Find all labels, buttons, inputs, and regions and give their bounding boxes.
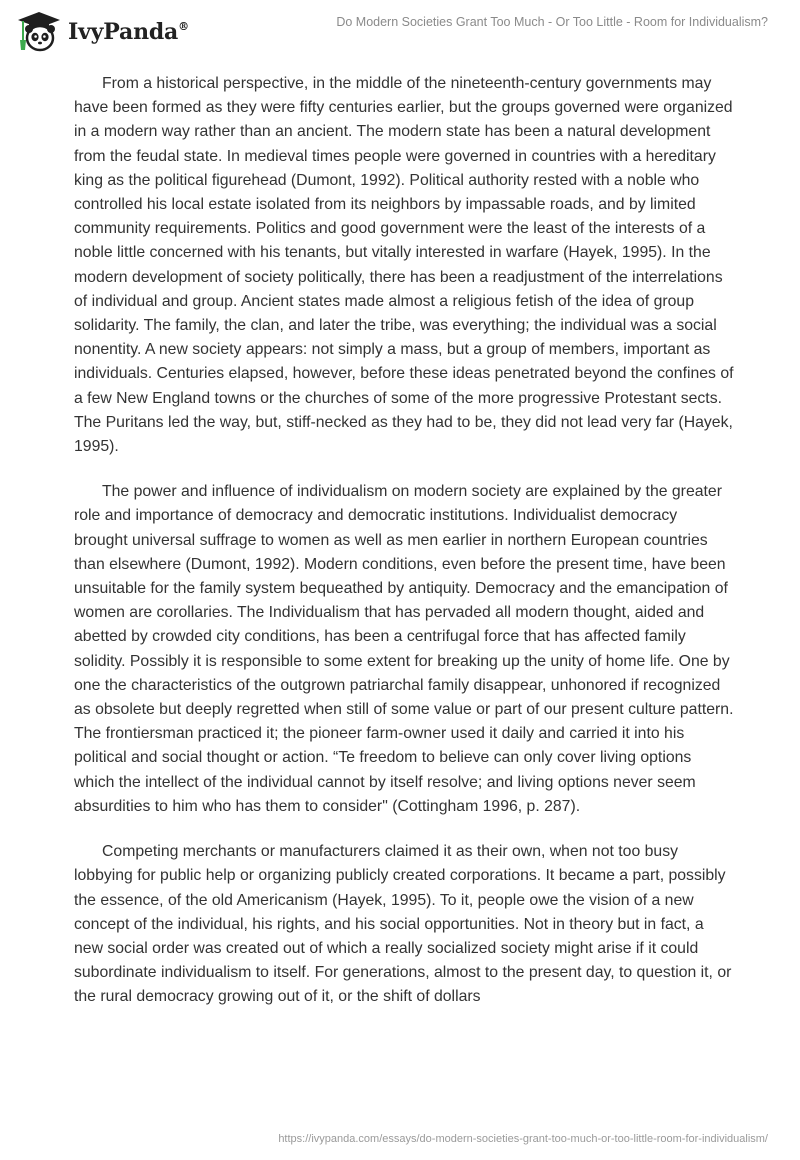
paragraph: From a historical perspective, in the middle of the nineteenth-century governments may have been formed as they were fifty centuries earlier, but the groups governed were organized in a modern way rather than an ancient. The modern state has been a natural development from the feudal state. In medieval times people were governed in countries with a hereditary king as the political figurehead (Dumont, 1992). Political authority rested with a noble who controlled his local estate isolated from its neighbors by impassable roads, and by limited community requirements. Politics and good government were the least of the interests of a noble little concerned with his tenants, but vitally interested in warfare (Hayek, 1995). In the modern development of society politically, there has been a readjustment of the interrelations of individual and group. Ancient states made almost a religious fetish of the idea of group solidarity. The family, the clan, and later the tribe, was everything; the individual was a social nonentity. A new society appears: not simply a mass, but a group of members, important as individuals. Centuries elapsed, however, before these ideas penetrated beyond the confines of a few New England towns or the churches of some of the more progressive Protestant sects. The Puritans led the way, but, stiff-necked as they had to be, they did not lead very far (Hayek, 1995).	[74, 75, 734, 456]
brand-name: IvyPanda®	[68, 19, 189, 45]
brand-logo[interactable]	[14, 10, 189, 54]
panda-graduate-icon	[14, 10, 64, 54]
paragraph: The power and influence of individualism on modern society are explained by the greater role and importance of democracy and democratic institutions. Individualist democracy brought universal suffrage to women as well as men earlier in northern European countries than elsewhere (Dumont, 1992). Modern conditions, even before the present time, have been unsuitable for the family system bequeathed by antiquity. Democracy and the emancipation of women are corollaries. The Individualism that has pervaded all modern thought, aided and abetted by crowded city conditions, has been a centrifugal force that has affected family solidity. Possibly it is responsible to some extent for breaking up the unity of home life. One by one the characteristics of the outgrown patriarchal family disappear, unhonored if recognized as obsolete but deeply regretted when still of some value or part of our present culture pattern. The frontiersman practiced it; the pioneer farm-owner used it daily and carried it into his political and social thought or action. “Te freedom to believe can only cover living options which the intellect of the individual cannot by itself resolve; and living options never seem absurdities to him who has them to consider" (Cottingham 1996, p. 287).	[74, 483, 734, 815]
essay-body	[74, 72, 734, 1031]
page-header	[0, 0, 800, 60]
document-title: Do Modern Societies Grant Too Much - Or Too Little - Room for Individualism?	[336, 15, 768, 29]
paragraph: Competing merchants or manufacturers claimed it as their own, when not too busy lobbying for public help or organizing publicly created corporations. It became a part, possibly the essence, of the old Americanism (Hayek, 1995). To it, people owe the vision of a new concept of the individual, his rights, and his social opportunities. Not in theory but in fact, a new social order was created out of which a really socialized society might arise if it could subordinate individualism to itself. For generations, almost to the present day, to question it, or the rural democracy growing out of it, or the shift of dollars	[74, 843, 732, 1006]
source-url[interactable]: https://ivypanda.com/essays/do-modern-societies-grant-too-much-or-too-little-room-for-individualism/	[278, 1133, 768, 1145]
